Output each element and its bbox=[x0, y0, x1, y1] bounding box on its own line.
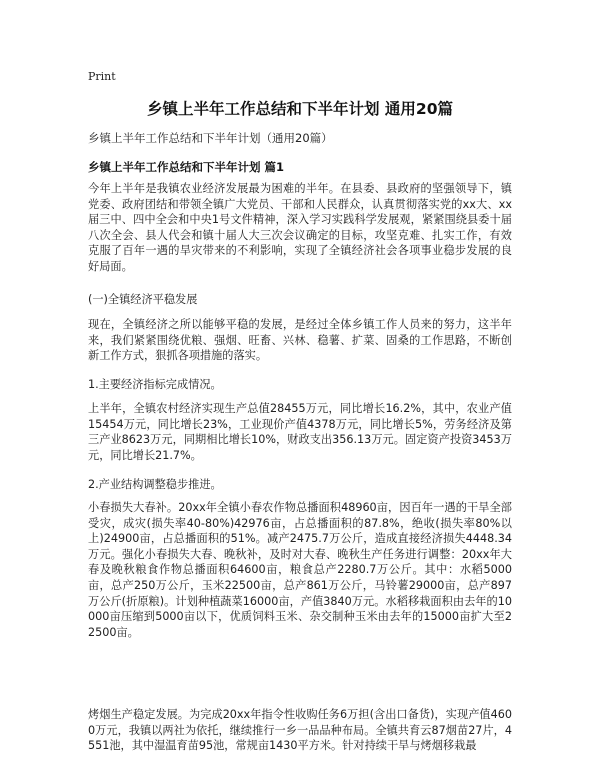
paragraph-subheading-economy: (一)全镇经济平稳发展 bbox=[88, 293, 198, 306]
paragraph-intro: 今年上半年是我镇农业经济发展最为困难的半年。在县委、县政府的坚强领导下，镇党委、政府团结和带领全镇广大党员、干部和人民群众，认真贯彻落实党的xx大、xx届三中、四中全会和中央1号文件精神，深入学习实践科学发展观，紧紧围绕县委十届八次全会、县人代会和镇十届人大三次会议确定的目标，攻坚克难、扎实工作，有效克服了百年一遇的旱灾带来的不利影响，实现了全镇经济社会各项事业稳步发展的良好局面。 bbox=[88, 182, 512, 273]
paragraph-economy-overview: 现在，全镇经济之所以能够平稳的发展，是经过全体乡镇工作人员来的努力，这半年来，我们紧紧围绕优粮、强烟、旺畜、兴林、稳薯、扩菜、固桑的工作思路，不断创新工作方式，狠抓各项措施的落实。 bbox=[88, 318, 512, 363]
page-title: 乡镇上半年工作总结和下半年计划 通用20篇 bbox=[147, 100, 453, 118]
paragraph-structure-heading: 2.产业结构调整稳步推进。 bbox=[88, 478, 222, 491]
paragraph-crops: 小春损失大春补。20xx年全镇小春农作物总播面积48960亩，因百年一遇的干旱全部受灾，成灾(损失率40-80%)42976亩，占总播面积的87.8%，绝收(损失率80%以上)24900亩，占总播面积的51%。减产2475.7万公斤，造成直接经济损失4448.34万元。强化小春损失大春、晚秋补，及时对大春、晚秋生产任务进行调整：20xx年大春及晚秋粮食作物总播面积64600亩，粮食总产2280.7万公斤。其中：水稻5000亩，总产250万公斤，玉米22500亩，总产861万公斤，马铃薯29000亩，总产897万公斤(折原粮)。计划种植蔬菜16000亩，产值3840万元。水稻移栽面积由去年的10000亩压缩到5000亩以下，优质饲料玉米、杂交制种玉米由去年的15000亩扩大至22500亩。 bbox=[88, 501, 512, 639]
print-link[interactable]: Print bbox=[88, 70, 116, 83]
section-heading: 乡镇上半年工作总结和下半年计划 篇1 bbox=[88, 160, 285, 174]
paragraph-tobacco: 烤烟生产稳定发展。为完成20xx年指令性收购任务6万担(含出口备货)，实现产值4600万元，我镇以两社为依托，继续推行一乡一品品种布局。全镇共育云87烟苗27片，4551池，其中湿温育苗95池，常规亩1430平方米。针对持续干旱与烤烟移栽最 bbox=[88, 708, 512, 753]
paragraph-indicators: 上半年，全镇农村经济实现生产总值28455万元，同比增长16.2%，其中，农业产值15454万元，同比增长23%，工业现价产值4378万元，同比增长5%，劳务经济及第三产业8623万元，同期相比增长10%，财政支出356.13万元。固定资产投资3453万元，同比增长21.7%。 bbox=[88, 402, 512, 462]
paragraph-indicators-heading: 1.主要经济指标完成情况。 bbox=[88, 378, 222, 391]
document-subtitle: 乡镇上半年工作总结和下半年计划（通用20篇） bbox=[88, 131, 333, 145]
